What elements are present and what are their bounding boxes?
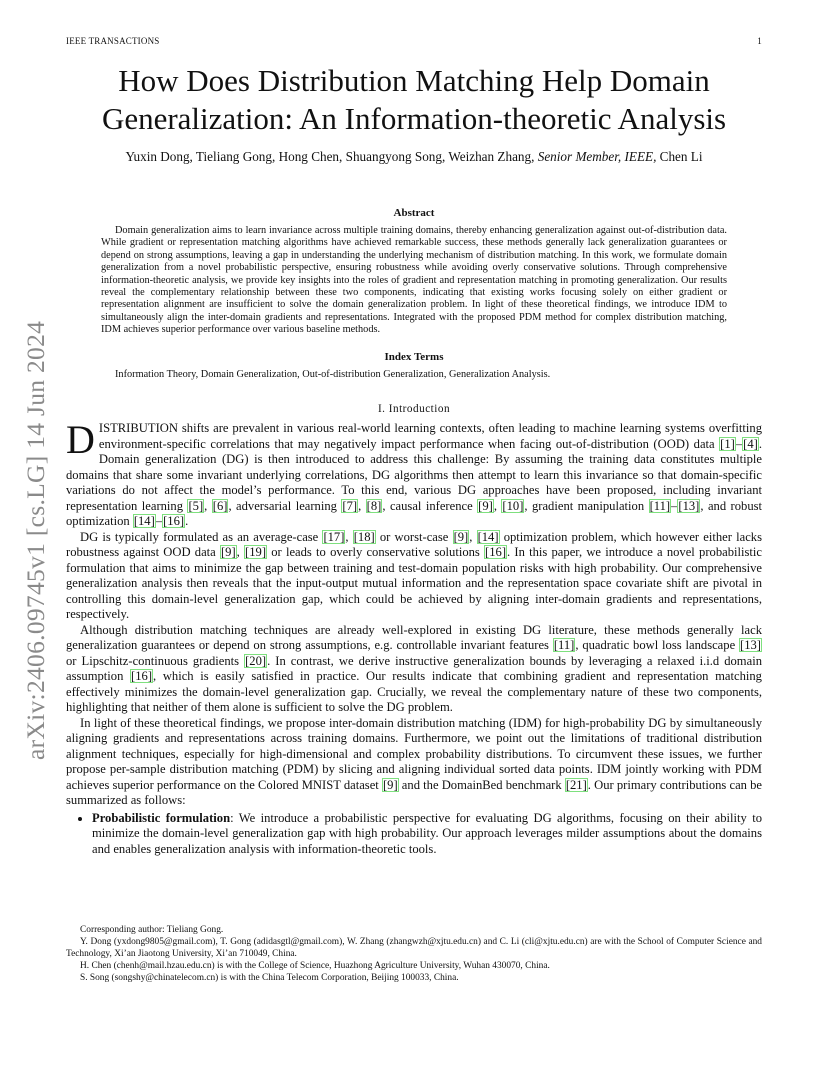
citation-link[interactable]: [21] bbox=[565, 777, 587, 792]
authors-last: Chen Li bbox=[659, 149, 703, 164]
contribution-item bbox=[92, 811, 762, 858]
text-span: , and robust optimization bbox=[66, 498, 763, 529]
intro-paragraph-4 bbox=[66, 716, 762, 809]
paper-title bbox=[66, 62, 762, 138]
citation-link[interactable]: [16] bbox=[163, 514, 185, 529]
text-span: . In this paper, we introduce a novel probabilistic formulation that aims to minimize the gap between training and test-domain population risks with high probability. Our comprehensive generalization analysis then reveals that the input-output mutual information and the representation space covariate shift are pivotal in controlling this domain-level generalization gap, which could be achieved by aligning inter-domain gradients and representations, respectively. bbox=[66, 545, 762, 622]
contribution-title: Probabilistic formulation bbox=[92, 810, 231, 825]
text-span: – bbox=[735, 436, 743, 451]
contribution-text: : We introduce a probabilistic perspective for evaluating DG algorithms, focusing on their ability to minimize the domain-level generalization gap with high probability. Our approach leverages milder assumptions about the domains and enables generalization analysis with information-theoretic tools. bbox=[92, 810, 762, 856]
text-span: . Our primary contributions can be summarized as follows: bbox=[66, 777, 762, 808]
citation-link[interactable]: [14] bbox=[477, 529, 499, 544]
text-span: and the DomainBed benchmark bbox=[398, 777, 565, 792]
text-span: , adversarial learning bbox=[228, 498, 342, 513]
citation-link[interactable]: [7] bbox=[342, 498, 358, 513]
text-span: . In contrast, we derive instructive generalization bounds by leveraging a relaxed i.i.d domain assumption bbox=[66, 653, 762, 684]
arxiv-identifier[interactable]: arXiv:2406.09745v1 [cs.LG] 14 Jun 2024 bbox=[21, 320, 50, 760]
intro-paragraph-1 bbox=[66, 417, 763, 530]
text-span: . bbox=[185, 514, 189, 529]
index-terms-section bbox=[66, 351, 762, 381]
footnote-affiliation-1: Y. Dong (yxdong9805@gmail.com), T. Gong (adidasgtl@gmail.com), W. Zhang (zhangwzh@xjtu.edu.cn) and C. Li (cli@xjtu.edu.cn) are with the School of Computer Science and Technology, Xi’an Jiaotong University, Xi’an 710049, China. bbox=[66, 937, 762, 959]
text-span: . Domain generalization (DG) is then introduced to address this challenge: By assuming the training data constitutes multiple domains that share some invariant underlying correlations, DG algorithms then attempt to learn this invariance so that domain-specific variations do not affect the model’s performance. To this end, various DG approaches have been proposed, including invariant representation learning bbox=[66, 436, 762, 513]
citation-link[interactable]: [18] bbox=[353, 529, 375, 544]
page-number: 1 bbox=[757, 36, 762, 46]
abstract-heading: Abstract bbox=[393, 207, 435, 219]
citation-link[interactable]: [13] bbox=[678, 498, 700, 513]
paper-content bbox=[66, 62, 762, 857]
footnote-corresponding: Corresponding author: Tieliang Gong. bbox=[80, 925, 224, 935]
title-line-1: How Does Distribution Matching Help Domain bbox=[118, 63, 710, 98]
author-list bbox=[66, 148, 762, 165]
text-span: , quadratic bowl loss landscape bbox=[575, 638, 740, 653]
citation-link[interactable]: [9] bbox=[220, 545, 236, 560]
text-span: DG is typically formulated as an average-case bbox=[80, 529, 323, 544]
intro-paragraph-2 bbox=[66, 530, 762, 623]
text-span: , gradient manipulation bbox=[524, 498, 649, 513]
text-span: or leads to overly conservative solutions bbox=[267, 545, 485, 560]
text-span: , bbox=[345, 529, 353, 544]
text-span: , which is easily satisfied in practice. Our results indicate that combining gradient and representation matching effectively minimizes the domain-level generalization gap. Crucially, we reveal the complementary nature of these two components, highlighting that neither of them alone is sufficient to solve the DG problem. bbox=[66, 669, 762, 715]
index-terms-text: Information Theory, Domain Generalization, Out-of-distribution Generalization, Generalization Analysis. bbox=[115, 368, 551, 380]
citation-link[interactable]: [4] bbox=[743, 436, 758, 451]
citation-link[interactable]: [5] bbox=[188, 498, 204, 513]
citation-link[interactable]: [11] bbox=[553, 638, 575, 653]
authors-main: Yuxin Dong, Tieliang Gong, Hong Chen, Shuangyong Song, Weizhan Zhang, bbox=[125, 149, 535, 164]
contribution-list bbox=[66, 811, 762, 858]
footnote-affiliation-3: S. Song (songshy@chinatelecom.cn) is with the China Telecom Corporation, Beijing 100033, China. bbox=[80, 973, 459, 983]
text-span: – bbox=[155, 514, 163, 529]
text-span: , causal inference bbox=[382, 498, 478, 513]
citation-link[interactable]: [20] bbox=[245, 653, 267, 668]
text-span: Although distribution matching techniques are already well-explored in existing DG literature, these methods generally lack generalization guarantees or depend on strong assumptions, e.g. controllable invariant features bbox=[66, 622, 762, 653]
index-terms-heading: Index Terms bbox=[384, 350, 444, 363]
citation-link[interactable]: [1] bbox=[720, 436, 735, 451]
text-span: , bbox=[358, 498, 366, 513]
footnote-affiliation-2: H. Chen (chenh@mail.hzau.edu.cn) is with the College of Science, Huazhong Agriculture University, Wuhan 430070, China. bbox=[80, 961, 550, 971]
citation-link[interactable]: [16] bbox=[485, 545, 507, 560]
citation-link[interactable]: [9] bbox=[382, 777, 398, 792]
citation-link[interactable]: [10] bbox=[502, 498, 524, 513]
text-span: , bbox=[236, 545, 245, 560]
introduction-heading: I. Introduction bbox=[377, 403, 451, 416]
drop-cap: D bbox=[66, 417, 95, 463]
footnotes bbox=[66, 924, 762, 984]
citation-link[interactable]: [16] bbox=[131, 669, 153, 684]
text-span: , bbox=[469, 529, 477, 544]
text-span: or worst-case bbox=[375, 529, 453, 544]
citation-link[interactable]: [19] bbox=[245, 545, 267, 560]
citation-link[interactable]: [17] bbox=[323, 529, 345, 544]
text-span: , bbox=[204, 498, 212, 513]
citation-link[interactable]: [8] bbox=[366, 498, 382, 513]
citation-link[interactable]: [9] bbox=[453, 529, 469, 544]
citation-link[interactable]: [9] bbox=[478, 498, 493, 513]
citation-link[interactable]: [14] bbox=[133, 514, 155, 529]
text-span: – bbox=[671, 498, 678, 513]
abstract-section bbox=[66, 207, 762, 337]
title-line-2: Generalization: An Information-theoretic Analysis bbox=[101, 101, 727, 136]
text-span: optimization problem, which however either lacks robustness against OOD data bbox=[66, 529, 762, 560]
text-span: In light of these theoretical findings, we propose inter-domain distribution matching (IDM) for high-probability DG by simultaneously aligning gradients and representations across training domains. Furthermore, we point out the limitations of traditional distribution alignment techniques, especially for high-dimensional and complex probability distributions. To circumvent these issues, we further propose per-sample distribution matching (PDM) by slicing and aligning individual sorted data points. IDM jointly working with PDM achieves superior performance on the Colored MNIST dataset bbox=[66, 715, 762, 792]
text-span: or Lipschitz-continuous gradients bbox=[66, 653, 245, 668]
intro-paragraph-3 bbox=[66, 623, 762, 716]
journal-name: IEEE TRANSACTIONS bbox=[66, 36, 160, 46]
authors-membership: Senior Member, IEEE, bbox=[537, 149, 657, 164]
abstract-text: Domain generalization aims to learn invariance across multiple training domains, thereby enhancing generalization against out-of-distribution data. While gradient or representation matching algorithms have achieved remarkable success, these methods generally lack generalization guarantees or depend on strong assumptions, leaving a gap in understanding the underlying mechanism of distribution matching. In this work, we formulate domain generalization from a novel probabilistic perspective, ensuring robustness while avoiding overly conservative solutions. Through comprehensive information-theoretic analysis, we provide key insights into the roles of gradient and representation matching in promoting generalization. Our results reveal the complementary relationship between these two components, indicating that existing works focusing solely on either gradient or representation alignment are insufficient to solve the domain generalization problem. In light of these theoretical findings, we introduce IDM to simultaneously align the inter-domain gradients and representations. Integrated with the proposed PDM method for complex distribution matching, IDM achieves superior performance over various baseline methods. bbox=[101, 225, 727, 336]
citation-link[interactable]: [6] bbox=[212, 498, 228, 513]
citation-link[interactable]: [11] bbox=[649, 498, 671, 513]
text-span: , bbox=[493, 498, 502, 513]
text-span: ISTRIBUTION shifts are prevalent in various real-world learning contexts, often leading to machine learning systems overfitting environment-specific correlations that may negatively impact performance when facing out-of-distribution (OOD) data bbox=[98, 421, 762, 451]
citation-link[interactable]: [13] bbox=[740, 638, 761, 653]
